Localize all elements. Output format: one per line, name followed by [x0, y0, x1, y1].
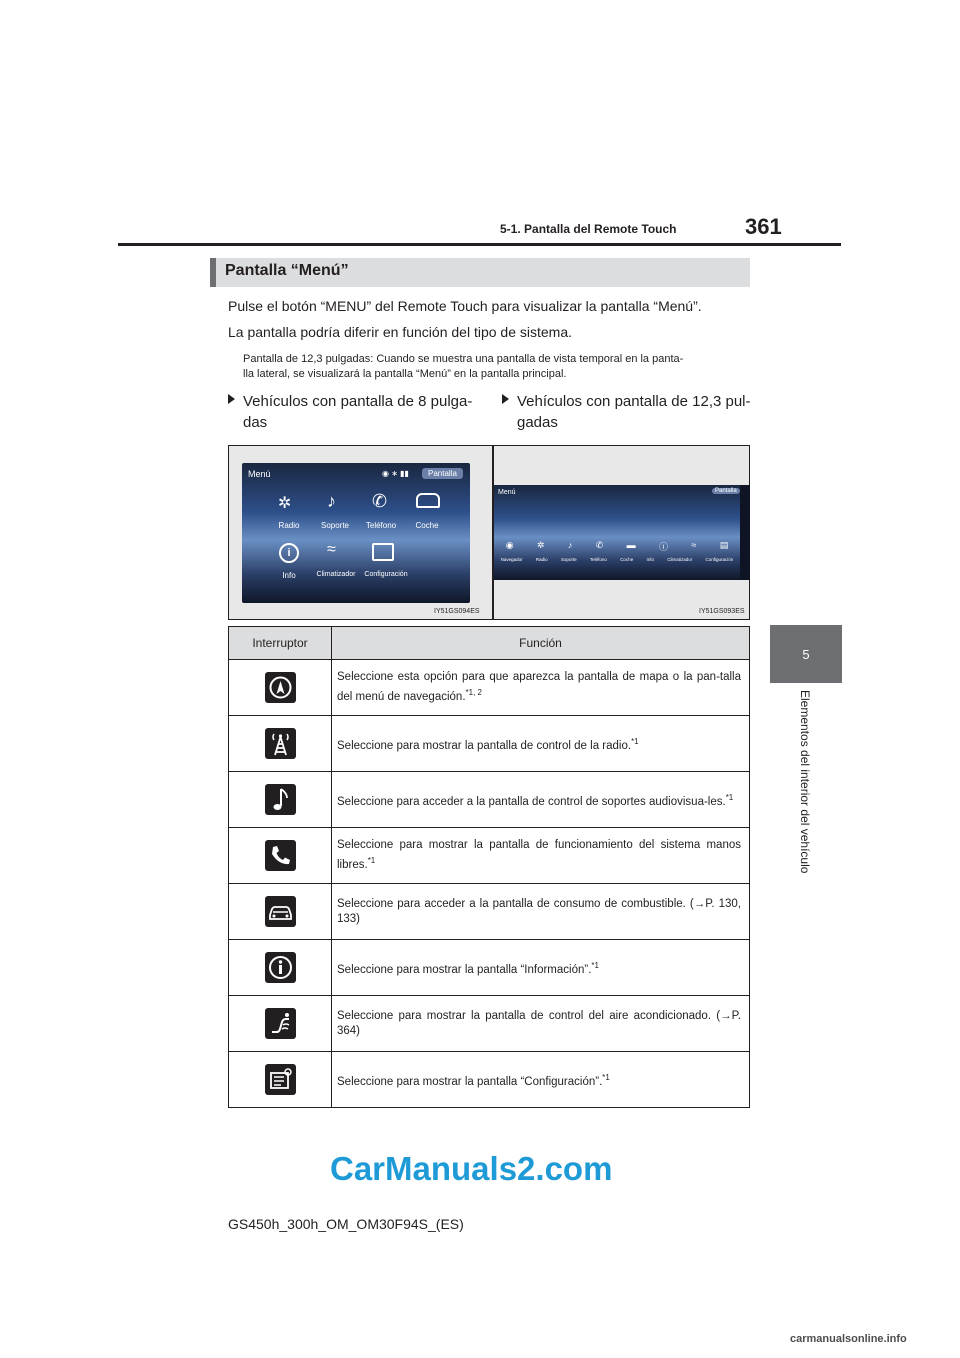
paragraph-1: Pulse el botón “MENU” del Remote Touch para visualizar la pantalla “Menú”.: [228, 298, 702, 314]
row-description: Seleccione para acceder a la pantalla de control de soportes audiovisua-les.: [337, 795, 726, 808]
header-rule: [118, 243, 841, 246]
screen-label-navigation: Navegador: [500, 557, 523, 562]
note-line-2: lla lateral, se visualizará la pantalla “Menú” en la pantalla principal.: [243, 368, 567, 380]
page-number: 361: [745, 214, 782, 239]
settings-icon[interactable]: [372, 543, 394, 561]
row-description: Seleccione para mostrar la pantalla de control de la radio.: [337, 739, 632, 752]
screen-label-media: Soporte: [560, 557, 577, 562]
footnote-ref: *1, 2: [465, 688, 482, 698]
table-row: [229, 660, 750, 716]
screen-label-row: [494, 557, 740, 562]
settings-icon: [265, 1064, 296, 1095]
screen-title: Menú: [248, 469, 271, 479]
music-note-icon[interactable]: ♪: [567, 540, 573, 550]
settings-icon[interactable]: ▤: [719, 540, 729, 550]
screen-label-climate: Climatizador: [667, 557, 693, 562]
chapter-tab: 5: [770, 625, 842, 683]
row-description: Seleccione para mostrar la pantalla “Configuración”.: [337, 1075, 603, 1088]
info-icon[interactable]: ⓘ: [659, 542, 669, 552]
screen-display-button[interactable]: Pantalla: [712, 488, 740, 494]
info-icon: [265, 952, 296, 983]
screen-label-phone: Teléfono: [365, 521, 397, 530]
row-description: Seleccione esta opción para que aparezca la pantalla de mapa o la pan-talla del menú de navegación.: [337, 671, 741, 703]
screen-label-phone: Teléfono: [589, 557, 607, 562]
section-title: Pantalla “Menú”: [225, 262, 349, 279]
image-caption: IY51GS093ES: [699, 608, 745, 615]
screen-label-settings: Configuración: [364, 571, 408, 578]
table-row: [229, 884, 750, 940]
table-row: [229, 772, 750, 828]
bullet-triangle-icon: [502, 394, 509, 404]
climate-icon: [265, 1008, 296, 1039]
footnote-ref: *1: [591, 960, 599, 970]
row-description: Seleccione para mostrar la pantalla de control del aire acondicionado. (→P. 364): [337, 1009, 741, 1037]
screen-display-button[interactable]: Pantalla: [422, 468, 463, 479]
screenshot-12-inch: [493, 445, 750, 620]
screen-label-car: Coche: [620, 557, 634, 562]
screen-label-car: Coche: [415, 521, 439, 530]
music-note-icon[interactable]: ♪: [327, 491, 336, 511]
screen-label-radio: Radio: [278, 521, 300, 530]
radio-tower-icon[interactable]: ✲: [536, 540, 545, 550]
phone-icon: [265, 840, 296, 871]
table-row: [229, 996, 750, 1052]
status-icons: ◉ ∗ ▮▮: [382, 469, 409, 478]
navigation-icon[interactable]: ◉: [505, 540, 514, 550]
row-description: Seleccione para mostrar la pantalla de funcionamiento del sistema manos libres.: [337, 839, 741, 871]
footnote-ref: *1: [725, 792, 734, 802]
header-section-title: 5-1. Pantalla del Remote Touch: [500, 222, 677, 236]
bullet-triangle-icon: [228, 394, 235, 404]
table-row: [229, 940, 750, 996]
watermark: CarManuals2.com: [330, 1150, 613, 1187]
menu-screen-8-inch: [242, 463, 470, 603]
climate-icon[interactable]: ≈: [327, 541, 336, 558]
row-description: Seleccione para mostrar la pantalla “Información”.: [337, 963, 592, 976]
screen-label-media: Soporte: [320, 521, 350, 530]
info-icon[interactable]: i: [279, 543, 299, 563]
menu-screen-12-inch: [494, 485, 750, 580]
screen-title: Menú: [498, 489, 516, 496]
car-icon[interactable]: ▬: [626, 540, 636, 550]
table-row: [229, 828, 750, 884]
watermark-secondary: carmanualsonline.info: [790, 1333, 907, 1345]
car-icon: [265, 896, 296, 927]
footnote-ref: *1: [602, 1072, 610, 1082]
subheading-12-inch: Vehículos con pantalla de 12,3 pul- gadas: [502, 391, 752, 433]
music-note-icon: [265, 784, 296, 815]
table-row: [229, 1052, 750, 1108]
subheading-8-inch: Vehículos con pantalla de 8 pulga- das: [228, 391, 478, 433]
footnote-ref: *1: [631, 736, 639, 746]
screen-label-radio: Radio: [535, 557, 548, 562]
footnote-ref: *1: [367, 856, 376, 866]
paragraph-2: La pantalla podría diferir en función del tipo de sistema.: [228, 324, 572, 340]
screen-label-settings: Configuración: [705, 557, 734, 562]
screen-label-info: Info: [282, 571, 296, 580]
chapter-label: Elementos del interior del vehículo: [798, 690, 812, 874]
phone-icon[interactable]: ✆: [595, 540, 604, 550]
screen-label-info: Info: [646, 557, 654, 562]
screen-label-climate: Climatizador: [316, 571, 356, 578]
radio-tower-icon[interactable]: ✲: [278, 495, 292, 512]
table-header-switch: Interruptor: [229, 627, 332, 660]
table-row: [229, 716, 750, 772]
navigation-icon: [265, 672, 296, 703]
screen-icon-row: [494, 540, 740, 552]
image-caption: IY51GS094ES: [434, 608, 480, 615]
phone-icon[interactable]: ✆: [372, 491, 388, 511]
radio-tower-icon: [265, 728, 296, 759]
switch-function-table: [228, 626, 750, 1108]
car-icon[interactable]: [416, 493, 440, 508]
climate-icon[interactable]: ≈: [691, 540, 697, 550]
screenshot-8-inch: [228, 445, 493, 620]
table-header-function: Función: [332, 627, 750, 660]
screen-sidebar: [740, 485, 750, 580]
row-description: Seleccione para acceder a la pantalla de consumo de combustible. (→P. 130, 133): [337, 897, 741, 925]
note-line-1: Pantalla de 12,3 pulgadas: Cuando se muestra una pantalla de vista temporal en la panta-: [243, 353, 684, 365]
document-code: GS450h_300h_OM_OM30F94S_(ES): [228, 1216, 464, 1232]
